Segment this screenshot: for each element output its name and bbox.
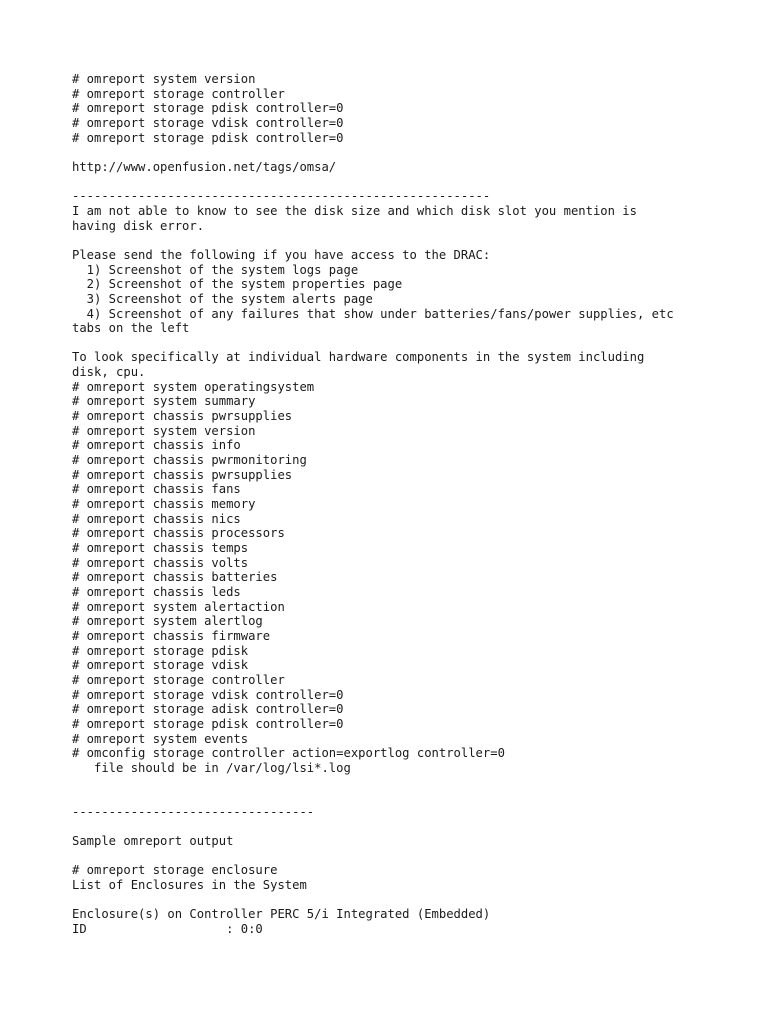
command-line: # omreport system events — [72, 731, 249, 746]
blank-line — [72, 233, 752, 248]
command-line: # omreport chassis info — [72, 438, 241, 453]
command-line: # omreport system version — [72, 423, 256, 438]
url-line: http://www.openfusion.net/tags/omsa/ — [72, 159, 337, 174]
text-line: 1) Screenshot of the system logs page — [72, 262, 359, 277]
command-line: # omconfig storage controller action=exportlog controller=0 — [72, 746, 505, 761]
document-page — [72, 72, 752, 937]
command-line: # omreport chassis processors — [72, 526, 285, 541]
command-line: # omreport storage pdisk controller=0 — [72, 130, 344, 145]
blank-line — [72, 790, 752, 805]
blank-line — [72, 849, 752, 864]
command-line: # omreport storage controller — [72, 86, 285, 101]
command-line: # omreport system version — [72, 72, 256, 86]
text-line: file should be in /var/log/lsi*.log — [72, 760, 351, 775]
command-line: # omreport chassis pwrsupplies — [72, 409, 293, 424]
text-line: 2) Screenshot of the system properties page — [72, 277, 403, 292]
command-line: # omreport storage vdisk controller=0 — [72, 687, 344, 702]
text-line: 4) Screenshot of any failures that show under batteries/fans/power supplies, etc — [72, 306, 674, 321]
text-line: having disk error. — [72, 218, 205, 233]
text-line: 3) Screenshot of the system alerts page — [72, 291, 373, 306]
command-line: # omreport storage pdisk controller=0 — [72, 716, 344, 731]
command-line: # omreport storage vdisk controller=0 — [72, 115, 344, 130]
command-line: # omreport system alertaction — [72, 599, 285, 614]
command-line: # omreport chassis temps — [72, 541, 249, 555]
command-line: # omreport storage enclosure — [72, 863, 278, 878]
command-line: # omreport chassis pwrmonitoring — [72, 453, 307, 468]
text-line: ID : 0:0 — [72, 922, 263, 937]
command-line: # omreport storage controller — [72, 672, 285, 687]
command-line: # omreport storage pdisk controller=0 — [72, 101, 344, 116]
command-line: # omreport chassis firmware — [72, 628, 271, 643]
separator-line: --------------------------------- — [72, 804, 315, 819]
text-line: List of Enclosures in the System — [72, 878, 307, 893]
separator-line: --------------------------------------------------------- — [72, 189, 491, 204]
command-line: # omreport storage adisk controller=0 — [72, 702, 344, 717]
command-line: # omreport storage vdisk — [72, 658, 249, 673]
blank-line — [72, 893, 752, 908]
command-line: # omreport chassis pwrsupplies — [72, 467, 293, 482]
blank-line — [72, 776, 752, 791]
blank-line — [72, 336, 752, 351]
text-line: To look specifically at individual hardware components in the system including — [72, 350, 645, 365]
command-line: # omreport chassis volts — [72, 555, 249, 570]
command-line: # omreport chassis memory — [72, 497, 256, 512]
text-line: tabs on the left — [72, 321, 190, 336]
command-line: # omreport system alertlog — [72, 614, 263, 629]
text-line: disk, cpu. — [72, 365, 146, 380]
blank-line — [72, 175, 752, 190]
blank-line — [72, 145, 752, 160]
command-line: # omreport storage pdisk — [72, 643, 249, 658]
command-line: # omreport system summary — [72, 394, 256, 409]
text-line: Please send the following if you have access to the DRAC: — [72, 247, 491, 262]
text-line: Sample omreport output — [72, 834, 234, 849]
command-line: # omreport chassis batteries — [72, 570, 278, 585]
command-line: # omreport system operatingsystem — [72, 379, 315, 394]
blank-line — [72, 819, 752, 834]
command-line: # omreport chassis leds — [72, 584, 241, 599]
command-line: # omreport chassis nics — [72, 511, 241, 526]
text-line: I am not able to know to see the disk size and which disk slot you mention is — [72, 203, 637, 218]
text-line: Enclosure(s) on Controller PERC 5/i Integrated (Embedded) — [72, 907, 491, 922]
command-line: # omreport chassis fans — [72, 482, 241, 497]
